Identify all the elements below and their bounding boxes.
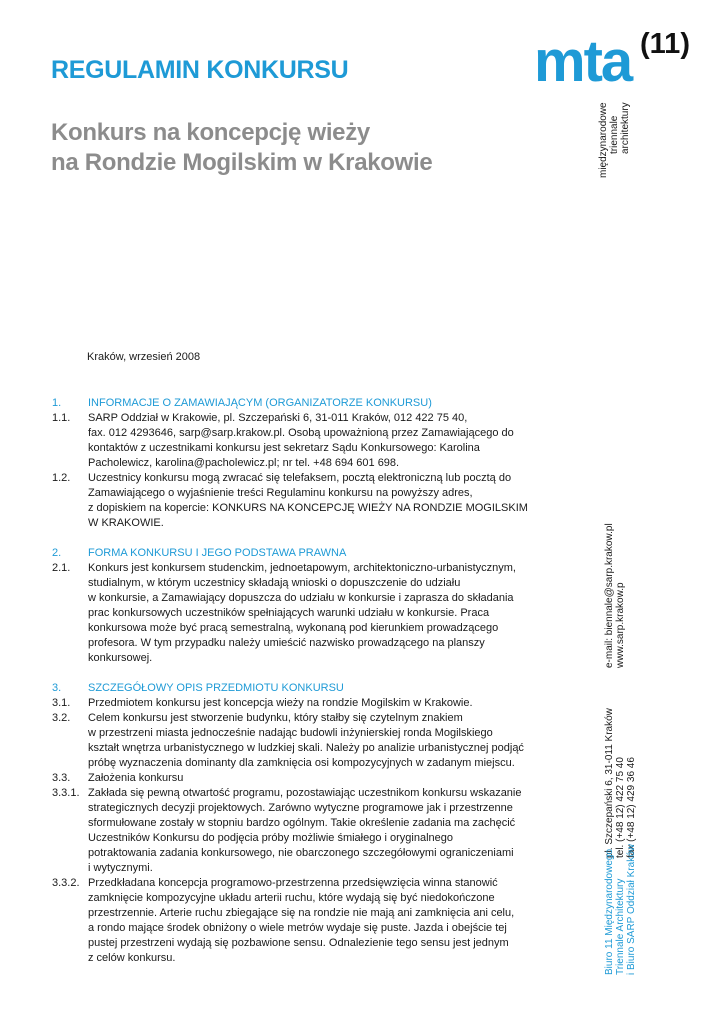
text-line: pustej przestrzeni wydają się pozbawione sensu. Odnalezienie tego sensu jest jednym [88,937,509,949]
text-line: Konkurs jest konkursem studenckim, jednoetapowym, architektoniczno-urbanistycznym, [88,562,516,574]
paragraph-number: 3.3.2. [52,877,80,889]
text-line: Uczestnicy konkursu mogą zwracać się telefaksem, pocztą elektroniczną lub pocztą do [88,472,512,484]
text-line: SARP Oddział w Krakowie, pl. Szczepański 6, 31-011 Kraków, 012 422 75 40, [88,412,468,424]
paragraph-text [88,561,552,666]
text-line: konkursowej. [88,652,153,664]
text-line: potraktowania zadania konkursowego, nie obarczonego szczegółowymi ograniczeniami [88,847,514,859]
sidebar-office-line-1: Biuro 11 Międzynarodowego [604,848,615,975]
section-number: 3. [52,682,62,694]
sidebar-office-line-3: i Biuro SARP Oddział Kraków [626,844,637,975]
document-date: Kraków, wrzesień 2008 [87,351,201,363]
sidebar-fax: fax (+48 12) 429 36 46 [626,757,637,858]
paragraph [52,561,552,666]
paragraph-number: 1.2. [52,472,71,484]
paragraph-text [88,471,552,531]
text-line: Uczestników Konkursu do podjęcia próby możliwie śmiałego i oryginalnego [88,832,454,844]
text-line: konkursowa może być pracą semestralną, wykonaną pod kierunkiem prowadzącego [88,622,499,634]
logo-vertical-text [598,102,631,178]
paragraph-text [88,411,552,471]
paragraph-text [88,876,552,966]
section-title: INFORMACJE O ZAMAWIAJĄCYM (ORGANIZATORZE KONKURSU) [88,397,432,409]
text-line: Przedmiotem konkursu jest koncepcja wieży na rondzie Mogilskim w Krakowie. [88,697,473,709]
sidebar-email: e-mail: biennale@sarp.krakow.pl [604,523,615,668]
paragraph [52,876,552,966]
sidebar-contact [604,523,626,668]
sidebar-website: www.sarp.krakow.p [615,582,626,668]
text-line: kształt wnętrza urbanistycznego w ludzkiej skali. Należy po analizie urbanistycznej podjąć [88,742,524,754]
text-line: z dopiskiem na kopercie: KONKURS NA KONCEPCJĘ WIEŻY NA RONDZIE MOGILSKIM [88,502,528,514]
text-line: sformułowane zostały w stopniu bardzo ogólnym. Takie określenie zadania ma zachęcić [88,817,516,829]
text-line: profesora. W tym przypadku należy umieścić nazwisko prowadzącego na planszy [88,637,485,649]
section-heading [52,546,552,561]
logo-line-2: triennale [609,115,620,154]
paragraph-number: 3.3. [52,772,71,784]
text-line: zamknięcie kompozycyjne układu arterii ruchu, które wydają się być niedokończone [88,892,495,904]
paragraph-text [88,696,552,711]
document-subtitle [51,118,432,178]
text-line: Zakłada się pewną otwartość programu, pozostawiając uczestnikom konkursu wskazanie [88,787,522,799]
section-title: FORMA KONKURSU I JEGO PODSTAWA PRAWNA [88,547,347,559]
paragraph-text [88,771,552,786]
section-gap [52,666,552,681]
text-line: strategicznych decyzji projektowych. Zarówno wytyczne programowe jak i przestrzenne [88,802,513,814]
section-title: SZCZEGÓŁOWY OPIS PRZEDMIOTU KONKURSU [88,682,344,694]
text-line: Celem konkursu jest stworzenie budynku, który stałby się czytelnym znakiem [88,712,463,724]
logo-line-1: międzynarodowe [598,102,609,178]
section-gap [52,531,552,546]
paragraph-text [88,786,552,876]
section-heading [52,681,552,696]
paragraph [52,696,552,711]
paragraph [52,471,552,531]
sidebar-address [604,708,637,858]
text-line: Zamawiającego o wyjaśnienie treści Regulaminu konkursu na powyższy adres, [88,487,473,499]
paragraph-number: 3.1. [52,697,71,709]
document-body [52,396,552,966]
text-line: fax. 012 4293646, sarp@sarp.krakow.pl. Osobą upoważnioną przez Zamawiającego do [88,427,514,439]
section-number: 1. [52,397,62,409]
text-line: studialnym, w którym uczestnicy składają wnioski o dopuszczenie do udziału [88,577,461,589]
text-line: próbę wyznaczenia dominanty dla zamknięcia osi kompozycyjnych w zadanym miejscu. [88,757,515,769]
text-line: a rondo mające środek obniżony o wiele metrów wydaje się puste. Jazda i obejście tej [88,922,507,934]
text-line: w przestrzeni miasta jednocześnie nadając budowli inżynierskiej ronda Mogilskiego [88,727,493,739]
paragraph-number: 1.1. [52,412,71,424]
paragraph-number: 2.1. [52,562,71,574]
logo-edition-number: (11) [640,28,690,60]
text-line: W KRAKOWIE. [88,517,164,529]
paragraph-text [88,711,552,771]
mta-logo: mta [534,29,632,94]
sidebar-address-line: pl. Szczepański 6, 31-011 Kraków [604,708,615,858]
text-line: Przedkładana koncepcja programowo-przestrzenna przedsięwzięcia winna stanowić [88,877,498,889]
paragraph-number: 3.3.1. [52,787,80,799]
text-line: Pacholewicz, karolina@pacholewicz.pl; nr tel. +48 694 601 698. [88,457,400,469]
sidebar-office [604,844,637,975]
subtitle-line-1: Konkurs na koncepcję wieży [51,119,370,146]
text-line: kontaktów z uczestnikami konkursu jest sekretarz Sądu Konkursowego: Karolina [88,442,480,454]
section-number: 2. [52,547,62,559]
sidebar-phone: tel. (+48 12) 422 75 40 [615,757,626,858]
text-line: Założenia konkursu [88,772,184,784]
section-heading [52,396,552,411]
paragraph-number: 3.2. [52,712,71,724]
text-line: i wytycznymi. [88,862,153,874]
document-title: REGULAMIN KONKURSU [51,56,349,84]
paragraph [52,711,552,771]
paragraph [52,786,552,876]
text-line: prac konkursowych uczestników spełniających warunki udziału w konkursie. Praca [88,607,490,619]
subtitle-line-2: na Rondzie Mogilskim w Krakowie [51,149,433,176]
sidebar-office-line-2: Triennale Architektury [615,878,626,975]
text-line: przestrzennie. Arterie ruchu zbiegające się na rondzie nie mają ani zamknięcia ani celu, [88,907,515,919]
logo-line-3: architektury [620,102,631,154]
text-line: z celów konkursu. [88,952,176,964]
paragraph [52,411,552,471]
paragraph [52,771,552,786]
text-line: w konkursie, a Zamawiający dopuszcza do udziału w konkursie i zaprasza do składania [88,592,514,604]
